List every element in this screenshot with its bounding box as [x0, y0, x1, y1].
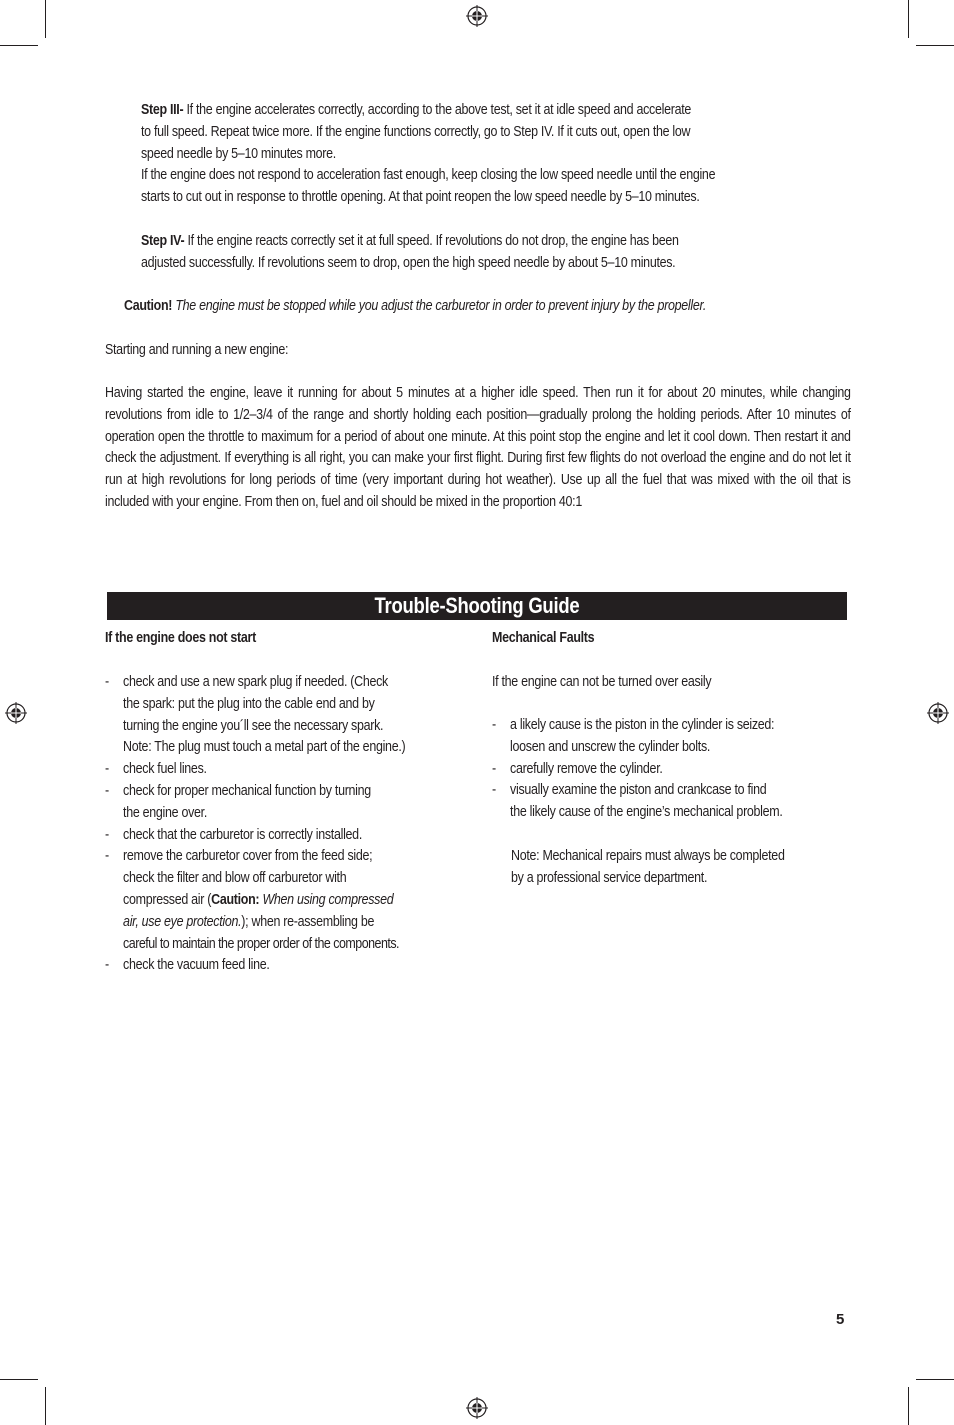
registration-mark-icon	[5, 702, 27, 724]
registration-mark-icon	[466, 1397, 488, 1419]
crop-mark	[0, 45, 38, 46]
step-3-text: If the engine accelerates correctly, according to the above test, set it at idle speed and accelerate	[183, 102, 692, 118]
list-item: - check the vacuum feed line.	[105, 955, 483, 977]
trouble-shooting-title: Trouble-Shooting Guide	[374, 593, 580, 618]
caution-text: The engine must be stopped while you adjust the carburetor in order to prevent injury by the propeller.	[172, 298, 707, 314]
registration-mark-icon	[927, 702, 949, 724]
list-item: - check and use a new spark plug if needed. (Check the spark: put the plug into the cable end and by turning the engine you´ll see the necessary spark. Note: The plug must touch a metal part of the engine.)	[105, 672, 483, 759]
right-column-heading	[492, 628, 594, 650]
list-item: - check fuel lines.	[105, 759, 483, 781]
mechanical-repairs-note: Note: Mechanical repairs must always be completed by a professional service department.	[511, 848, 785, 886]
crop-mark	[916, 1379, 954, 1380]
caution-label: Caution!	[124, 298, 173, 314]
crop-mark	[916, 45, 954, 46]
step-4-text: If the engine reacts correctly set it at full speed. If revolutions do not drop, the engine has been	[184, 233, 679, 249]
crop-mark	[0, 1379, 38, 1380]
step-3-text: to full speed. Repeat twice more. If the engine functions correctly, go to Step IV. If it cuts out, open the low	[141, 123, 691, 140]
engine-not-start-heading: If the engine does not start	[105, 630, 256, 646]
list-item: - carefully remove the cylinder.	[492, 759, 853, 781]
list-item: - remove the carburetor cover from the feed side; check the filter and blow off carburetor with compressed air (Caution: When using compressed air, use eye protection.); when re-assembling be careful to maintain the proper order of the components.	[105, 846, 483, 955]
list-item: - visually examine the piston and crankcase to find the likely cause of the engine’s mechanical problem.	[492, 780, 853, 824]
trouble-shooting-banner	[107, 592, 847, 620]
step-3-paragraph	[141, 100, 715, 209]
crop-mark	[908, 0, 909, 38]
step-3-label: Step III-	[141, 102, 184, 118]
caution-note	[124, 296, 706, 318]
list-item: - a likely cause is the piston in the cylinder is seized: loosen and unscrew the cylinder bolts.	[492, 715, 853, 759]
new-engine-body: Having started the engine, leave it running for about 5 minutes at a higher idle speed. Then run it for about 20 minutes, while changing revolutions from idle to 1/2–3/4 of the range and shortly holding each position—gradually prolong the holding periods. After 10 minutes of operation open the throttle to maximum for a period of about one minute. At this point stop the engine and let it cool down. Then restart it and check the adjustment. If everything is all right, you can make your first flight. During first few flights do not overload the engine and do not let it run at high revolutions for long periods of time (very important during hot weather). Use up all the fuel that was mixed with the oil that is included with your engine. From then on, fuel and oil should be mixed in the proportion 40:1	[105, 385, 851, 510]
left-column-heading	[105, 628, 256, 650]
list-item: - check that the carburetor is correctly installed.	[105, 825, 483, 847]
crop-mark	[45, 1387, 46, 1425]
caution-label: Caution:	[211, 891, 260, 908]
step-4-label: Step IV-	[141, 233, 185, 249]
step-3-text: starts to cut out in response to throttle opening. At that point reopen the low speed needle by 5–10 minutes.	[141, 189, 700, 206]
crop-mark	[45, 0, 46, 38]
crop-mark	[908, 1387, 909, 1425]
mechanical-faults-list	[492, 715, 853, 824]
step-4-paragraph	[141, 231, 679, 275]
mechanical-faults-heading: Mechanical Faults	[492, 630, 595, 646]
list-item: - check for proper mechanical function by turning the engine over.	[105, 781, 483, 825]
engine-not-start-list	[105, 672, 483, 977]
step-3-text: speed needle by 5–10 minutes more.	[141, 145, 336, 162]
new-engine-heading	[105, 340, 288, 362]
new-engine-heading-text: Starting and running a new engine:	[105, 342, 289, 358]
step-4-text: adjusted successfully. If revolutions seem to drop, open the high speed needle by about 5–10 minutes.	[141, 254, 676, 271]
page-number: 5	[836, 1311, 845, 1328]
mechanical-faults-intro: If the engine can not be turned over easily	[492, 674, 712, 690]
registration-mark-icon	[466, 5, 488, 27]
step-3-text: If the engine does not respond to acceleration fast enough, keep closing the low speed needle until the engine	[141, 167, 716, 184]
